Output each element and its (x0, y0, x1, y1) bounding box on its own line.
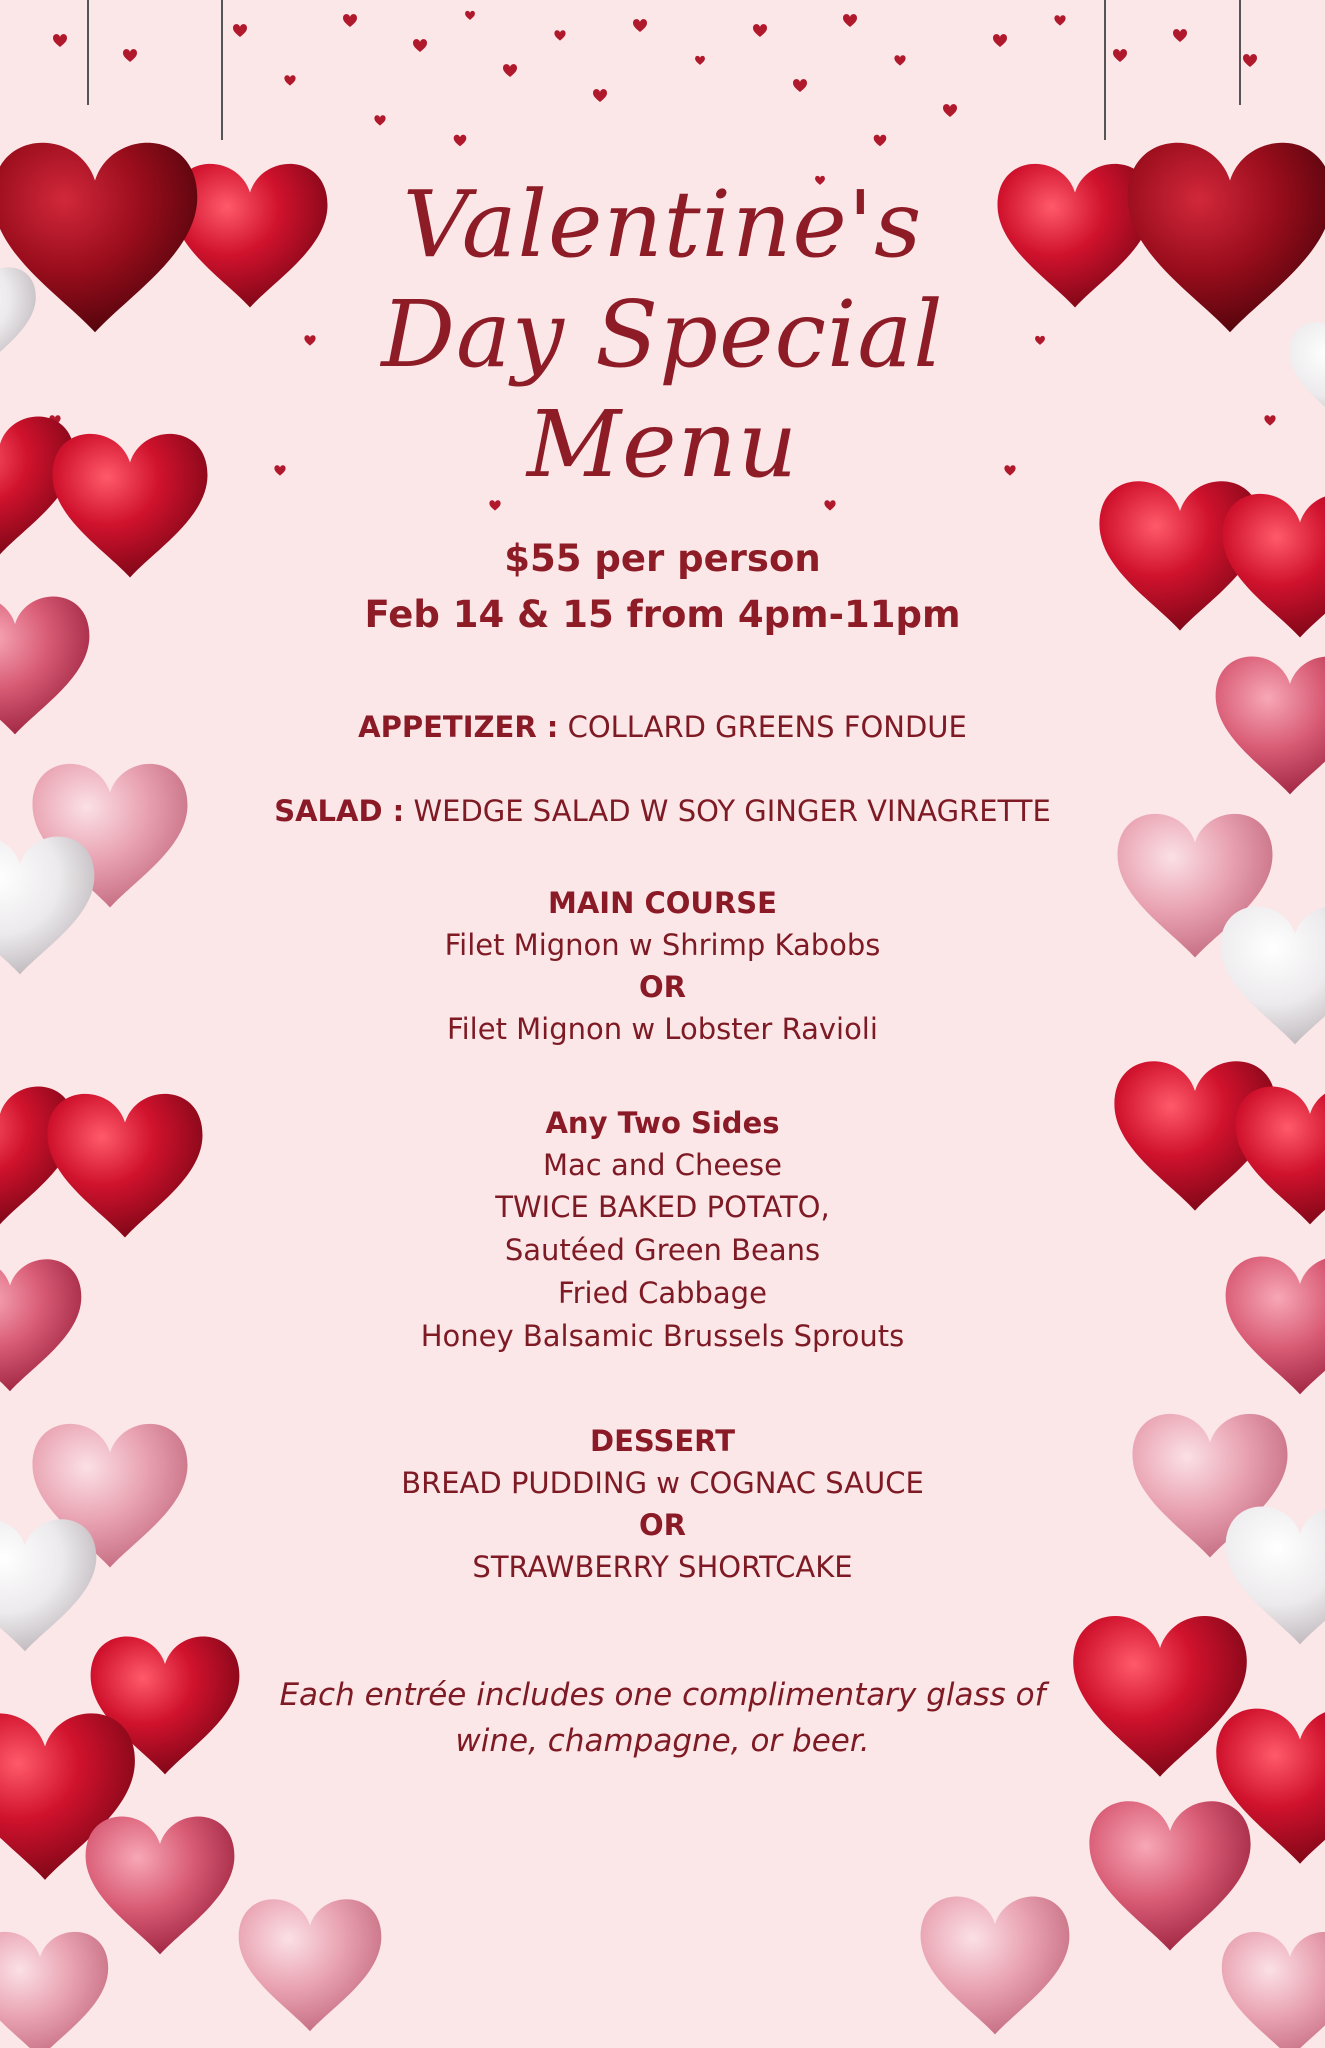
main-course-option-2: Filet Mignon w Lobster Ravioli (447, 1012, 878, 1046)
dessert-option-2: STRAWBERRY SHORTCAKE (472, 1550, 853, 1584)
salad-label: SALAD : (274, 794, 405, 828)
dessert-heading: DESSERT (590, 1424, 735, 1458)
side-item: TWICE BAKED POTATO, (495, 1190, 830, 1224)
main-course-option-1: Filet Mignon w Shrimp Kabobs (444, 928, 881, 962)
price: $55 per person (504, 537, 821, 580)
side-item: Fried Cabbage (558, 1276, 767, 1310)
drink-note-line-1: Each entrée includes one complimentary glass of (279, 1677, 1046, 1713)
appetizer-item: COLLARD GREENS FONDUE (567, 710, 967, 744)
appetizer-label: APPETIZER : (358, 710, 559, 744)
dessert-option-1: BREAD PUDDING w COGNAC SAUCE (401, 1466, 924, 1500)
dessert-or: OR (639, 1508, 686, 1542)
salad (0, 790, 1325, 832)
side-item: Honey Balsamic Brussels Sprouts (420, 1319, 905, 1353)
title-line-1: Valentine's (402, 171, 923, 278)
main-course-or: OR (639, 970, 686, 1004)
side-item: Sautéed Green Beans (504, 1233, 821, 1267)
title-line-3: Menu (526, 391, 799, 498)
salad-item: WEDGE SALAD W SOY GINGER VINAGRETTE (413, 794, 1051, 828)
sides-heading: Any Two Sides (545, 1106, 780, 1140)
main-course-heading: MAIN COURSE (548, 886, 777, 920)
title-line-2: Day Special (381, 281, 944, 388)
drink-note-line-2: wine, champagne, or beer. (455, 1723, 870, 1759)
appetizer (0, 706, 1325, 748)
dates: Feb 14 & 15 from 4pm-11pm (364, 593, 961, 636)
side-item: Mac and Cheese (543, 1148, 782, 1182)
